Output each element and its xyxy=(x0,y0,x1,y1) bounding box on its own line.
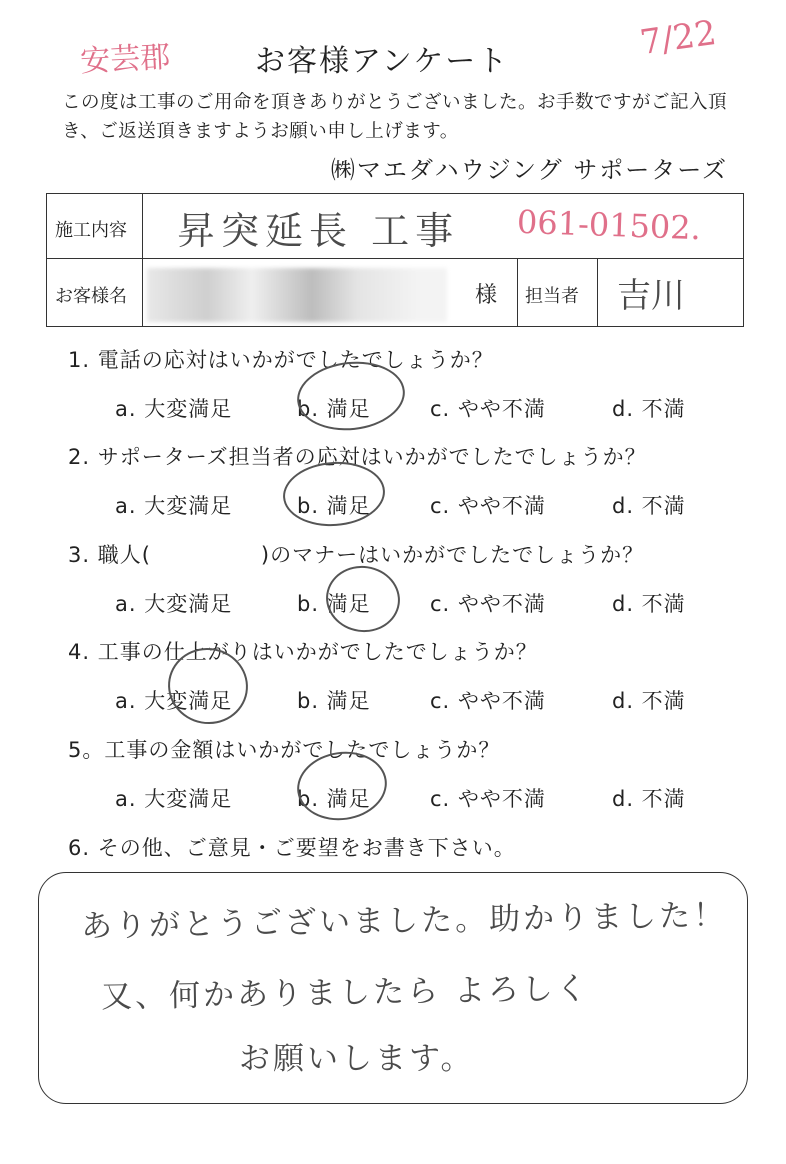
q2-option-a[interactable]: a. 大変満足 xyxy=(115,494,233,518)
question-3-end: )のマナーはいかがでしたでしょうか？ xyxy=(260,543,645,567)
q2-option-c[interactable]: c. やや不満 xyxy=(430,494,546,518)
question-1: 1. 電話の応対はいかがでしたでしょうか？ xyxy=(68,348,494,372)
q3-option-b[interactable]: b. 満足 xyxy=(297,592,371,616)
q1-option-c[interactable]: c. やや不満 xyxy=(430,397,546,421)
customer-name-redacted xyxy=(147,268,447,322)
table-divider xyxy=(47,258,743,259)
q4-option-d[interactable]: d. 不満 xyxy=(612,689,686,713)
question-3-start: 3. 職人( xyxy=(68,543,151,567)
intro-text: この度は工事のご用命を頂きありがとうございました。お手数ですがご記入頂き、ご返送頂きますようお願い申し上げます。 xyxy=(62,92,728,142)
work-label: 施工内容 xyxy=(55,220,127,241)
q4-option-c[interactable]: c. やや不満 xyxy=(430,689,546,713)
comment-line-2: 又、何かありましたら よろしく xyxy=(100,970,591,1016)
q2-option-d[interactable]: d. 不満 xyxy=(612,494,686,518)
q2-option-b[interactable]: b. 満足 xyxy=(297,494,371,518)
q3-option-a[interactable]: a. 大変満足 xyxy=(115,592,233,616)
q5-option-a[interactable]: a. 大変満足 xyxy=(115,787,233,811)
q5-option-d[interactable]: d. 不満 xyxy=(612,787,686,811)
customer-suffix: 様 xyxy=(475,283,498,308)
table-divider xyxy=(597,258,598,326)
table-divider xyxy=(142,194,143,326)
area-handwritten: 安芸郡 xyxy=(79,39,172,80)
question-2: 2. サポーターズ担当者の応対はいかがでしたでしょうか？ xyxy=(68,445,647,469)
company-name: ㈱マエダハウジング サポーターズ xyxy=(330,156,728,184)
question-3 xyxy=(68,539,644,569)
q3-selection-circle xyxy=(322,561,404,637)
question-5: 5。工事の金額はいかがでしたでしょうか？ xyxy=(68,738,501,762)
q3-option-c[interactable]: c. やや不満 xyxy=(430,592,546,616)
work-number: 061-01502. xyxy=(516,202,702,248)
q1-option-b[interactable]: b. 満足 xyxy=(297,397,371,421)
q5-option-c[interactable]: c. やや不満 xyxy=(430,787,546,811)
question-6: 6. その他、ご意見・ご要望をお書き下さい。 xyxy=(68,836,516,860)
q3-option-d[interactable]: d. 不満 xyxy=(612,592,686,616)
comment-line-1: ありがとうございました。助かりました！ xyxy=(80,897,728,945)
table-divider xyxy=(517,258,518,326)
customer-label: お客様名 xyxy=(55,286,127,307)
q4-option-a[interactable]: a. 大変満足 xyxy=(115,689,233,713)
date-handwritten: 7/22 xyxy=(637,12,719,64)
work-content-field[interactable]: 昇突延長 工事 xyxy=(177,209,460,253)
comment-box[interactable] xyxy=(38,872,748,1104)
staff-label: 担当者 xyxy=(525,286,579,307)
staff-name-field[interactable]: 吉川 xyxy=(617,276,685,316)
q1-option-d[interactable]: d. 不満 xyxy=(612,397,686,421)
info-table xyxy=(46,193,744,327)
q4-option-b[interactable]: b. 満足 xyxy=(297,689,371,713)
q5-option-b[interactable]: b. 満足 xyxy=(297,787,371,811)
page-title: お客様アンケート xyxy=(255,44,510,79)
question-4: 4. 工事の仕上がりはいかがでしたでしょうか？ xyxy=(68,640,538,664)
comment-line-3: お願いします。 xyxy=(239,1041,475,1077)
q1-option-a[interactable]: a. 大変満足 xyxy=(115,397,233,421)
